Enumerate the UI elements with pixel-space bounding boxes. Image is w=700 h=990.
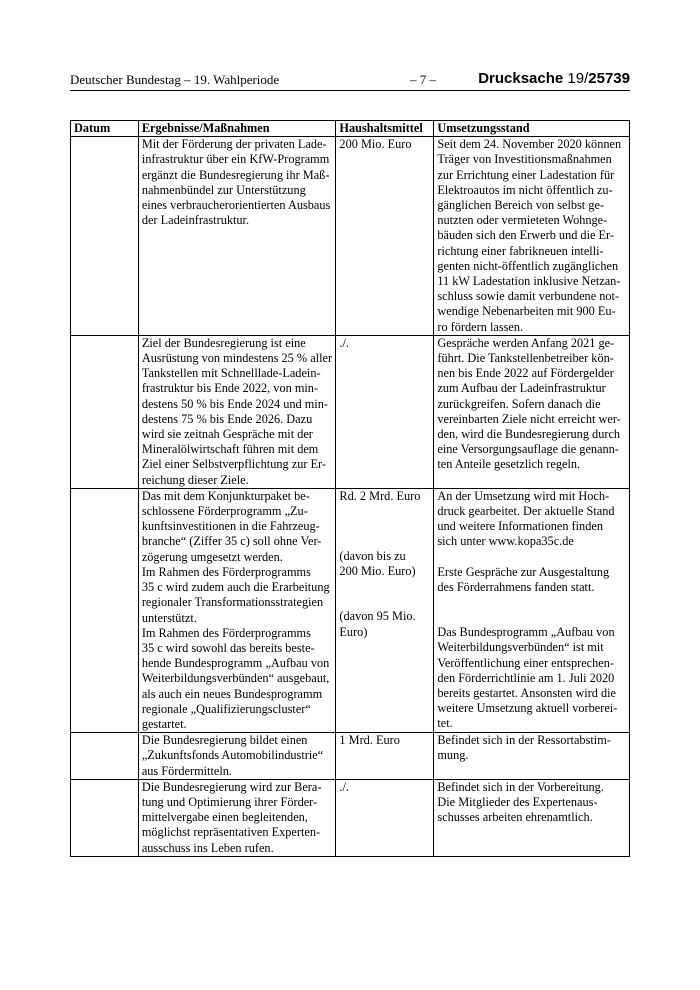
- text-line: Träger von Investitionsmaßnahmen: [437, 152, 612, 167]
- haushalt-block: [339, 549, 430, 579]
- text-line: branche“ (Ziffer 35 c) soll ohne Ver-: [141, 534, 322, 549]
- text-line: schluss sowie damit verbundene not-: [437, 289, 620, 304]
- text-line: 1 Mrd. Euro: [339, 733, 400, 748]
- text-line: regionale „Qualifizierungscluster“: [141, 701, 311, 716]
- text-line: weitere Umsetzung aktuell vorberei-: [437, 701, 618, 716]
- page-number: – 7 –: [410, 72, 436, 87]
- cell-haushalt: [336, 779, 434, 856]
- cell-stand: [434, 335, 630, 488]
- text-line: vereinbarten Ziele nicht erreicht wer-: [437, 411, 621, 426]
- ergebnisse-block: [142, 565, 333, 626]
- text-line: Weiterbildungsverbünden“ ist mit: [437, 640, 604, 655]
- text-line: richtung einer fabrikneuen intelli-: [437, 243, 604, 258]
- column-header-ergebnisse: Ergebnisse/Maßnahmen: [138, 121, 336, 137]
- text-line: 200 Mio. Euro): [339, 564, 416, 579]
- cell-stand: [434, 779, 630, 856]
- text-line: nahmenbündel zur Unterstützung: [141, 182, 306, 197]
- table-row: [71, 137, 630, 336]
- text-line: An der Umsetzung wird mit Hoch-: [437, 488, 610, 503]
- text-line: Befindet sich in der Vorbereitung.: [437, 779, 604, 794]
- text-line: 35 c wird sowohl das bereits beste-: [141, 640, 315, 655]
- text-line: schlossene Förderprogramm „Zu-: [141, 504, 308, 519]
- text-line: frastruktur bis Ende 2022, von min-: [141, 381, 319, 396]
- stand-block: [437, 565, 626, 595]
- column-header-umsetzungsstand: Umsetzungsstand: [434, 121, 630, 137]
- text-line: regionaler Transformationsstrategien: [141, 595, 324, 610]
- cell-stand: [434, 488, 630, 732]
- text-line: mung.: [437, 748, 469, 763]
- ergebnisse-block: [142, 489, 333, 565]
- text-line: aus Fördermitteln.: [141, 763, 232, 778]
- text-line: Im Rahmen des Förderprogramms: [141, 625, 311, 640]
- text-line: (davon bis zu: [339, 549, 406, 564]
- text-line: druck gearbeitet. Der aktuelle Stand: [437, 504, 615, 519]
- text-line: Die Bundesregierung bildet einen: [141, 733, 308, 748]
- text-line: ./.: [339, 779, 349, 794]
- stand-block: [437, 489, 626, 550]
- table-header-row: [71, 121, 630, 137]
- text-line: 11 kW Ladestation inklusive Netzan-: [437, 274, 621, 289]
- text-line: Das Bundesprogramm „Aufbau von: [437, 625, 615, 640]
- text-line: wird sie zeitnah Gespräche mit der: [141, 427, 313, 442]
- text-line: Veröffentlichung einer entsprechen-: [437, 655, 614, 670]
- text-line: Euro): [339, 624, 368, 639]
- ergebnisse-block: [142, 626, 333, 732]
- text-line: Tankstellen mit Schnelllade-Ladein-: [141, 366, 321, 381]
- text-line: der Ladeinfrastruktur.: [141, 213, 250, 228]
- text-line: bereits gestartet. Ansonsten wird die: [437, 685, 616, 700]
- text-line: hende Bundesprogramm „Aufbau von: [141, 656, 330, 671]
- text-line: Rd. 2 Mrd. Euro: [339, 488, 421, 503]
- text-line: 200 Mio. Euro: [339, 137, 412, 152]
- text-line: zurückgreifen. Sofern danach die: [437, 396, 601, 411]
- column-header-haushaltsmittel: Haushaltsmittel: [336, 121, 434, 137]
- text-line: ausschuss ins Leben rufen.: [141, 840, 274, 855]
- text-line: Seit dem 24. November 2020 können: [437, 137, 622, 152]
- cell-datum: [71, 779, 139, 856]
- document-number-id: 25739: [588, 70, 630, 87]
- text-line: gänglichen Bereich von selbst ge-: [437, 198, 604, 213]
- text-line: ten Anteile gesetzlich regeln.: [437, 457, 581, 472]
- text-line: sich unter www.kopa35c.de: [437, 534, 574, 549]
- text-line: bäuden sich den Erwerb und die Er-: [437, 228, 614, 243]
- cell-datum: [71, 137, 139, 336]
- text-line: den Förderrichtlinie am 1. Juli 2020: [437, 670, 615, 685]
- text-line: eines verbraucherorientierten Ausbaus: [141, 198, 331, 213]
- text-line: Ziel einer Selbstverpflichtung zur Er-: [141, 457, 326, 472]
- text-line: destens 75 % bis Ende 2026. Dazu: [141, 411, 313, 426]
- text-line: Im Rahmen des Förderprogramms: [141, 564, 311, 579]
- text-line: (davon 95 Mio.: [339, 609, 416, 624]
- table-row: [71, 335, 630, 488]
- text-line: destens 50 % bis Ende 2024 und min-: [141, 396, 328, 411]
- cell-ergebnisse: [138, 733, 336, 780]
- table-row: [71, 488, 630, 732]
- text-line: unterstützt.: [141, 610, 197, 625]
- text-line: schusses arbeiten ehrenamtlich.: [437, 810, 593, 825]
- text-line: Mineralölwirtschaft führen mit dem: [141, 442, 319, 457]
- text-line: mittelvergabe einen begleitenden,: [141, 810, 308, 825]
- text-line: Die Mitglieder des Expertenaus-: [437, 794, 598, 809]
- text-line: ./.: [339, 335, 349, 350]
- page-header: [70, 70, 630, 88]
- cell-haushalt: [336, 335, 434, 488]
- cell-haushalt: [336, 733, 434, 780]
- stand-block: [437, 625, 626, 731]
- text-line: ro fördern lassen.: [437, 319, 524, 334]
- cell-ergebnisse: [138, 335, 336, 488]
- text-line: 35 c wird zudem auch die Erarbeitung: [141, 580, 330, 595]
- text-line: führt. Die Tankstellenbetreiber kön-: [437, 351, 614, 366]
- text-line: Befindet sich in der Ressortabstim-: [437, 733, 611, 748]
- cell-stand: [434, 137, 630, 336]
- column-header-datum: Datum: [71, 121, 139, 137]
- text-line: zum Aufbau der Ladeinfrastruktur: [437, 381, 606, 396]
- text-line: und weitere Informationen finden: [437, 519, 603, 534]
- text-line: Die Bundesregierung wird zur Bera-: [141, 779, 322, 794]
- measures-table: [70, 120, 630, 857]
- cell-ergebnisse: [138, 488, 336, 732]
- text-line: tung und Optimierung ihrer Förder-: [141, 794, 318, 809]
- cell-datum: [71, 733, 139, 780]
- text-line: kunftsinvestitionen in die Fahrzeug-: [141, 519, 320, 534]
- text-line: Ziel der Bundesregierung ist eine: [141, 335, 306, 350]
- text-line: des Förderrahmens fanden statt.: [437, 579, 595, 594]
- cell-stand: [434, 733, 630, 780]
- cell-haushalt: [336, 488, 434, 732]
- text-line: Elektroautos im nicht öffentlich zu-: [437, 182, 613, 197]
- table-row: [71, 733, 630, 780]
- cell-ergebnisse: [138, 137, 336, 336]
- text-line: infrastruktur über ein KfW-Programm: [141, 152, 330, 167]
- header-rule: [70, 90, 630, 91]
- text-line: Ausrüstung von mindestens 25 % aller: [141, 351, 333, 366]
- text-line: Mit der Förderung der privaten Lade-: [141, 137, 327, 152]
- text-line: zögerung umgesetzt werden.: [141, 549, 283, 564]
- text-line: nen bis Ende 2022 auf Fördergelder: [437, 366, 614, 381]
- text-line: als auch ein neues Bundesprogramm: [141, 686, 323, 701]
- text-line: tet.: [437, 716, 453, 731]
- document-number: [478, 70, 630, 87]
- text-line: zur Errichtung einer Ladestation für: [437, 167, 615, 182]
- table-row: [71, 779, 630, 856]
- haushalt-block: [339, 489, 430, 504]
- cell-datum: [71, 488, 139, 732]
- text-line: gestartet.: [141, 716, 187, 731]
- cell-datum: [71, 335, 139, 488]
- cell-haushalt: [336, 137, 434, 336]
- text-line: nutzten oder vermieteten Wohnge-: [437, 213, 608, 228]
- text-line: Gespräche werden Anfang 2021 ge-: [437, 335, 615, 350]
- text-line: Erste Gespräche zur Ausgestaltung: [437, 564, 610, 579]
- haushalt-block: [339, 609, 430, 639]
- header-publication: Deutscher Bundestag – 19. Wahlperiode: [70, 72, 280, 87]
- text-line: eine Versorgungsauflage die genann-: [437, 442, 619, 457]
- text-line: wendige Nebenarbeiten mit 900 Eu-: [437, 304, 616, 319]
- text-line: Das mit dem Konjunkturpaket be-: [141, 488, 310, 503]
- cell-ergebnisse: [138, 779, 336, 856]
- text-line: den, wird die Bundesregierung durch: [437, 427, 621, 442]
- text-line: „Zukunftsfonds Automobilindustrie“: [141, 748, 324, 763]
- text-line: ergänzt die Bundesregierung ihr Maß-: [141, 167, 330, 182]
- document-number-label: Drucksache: [478, 70, 564, 87]
- text-line: Weiterbildungsverbünden“ ausgebaut,: [141, 671, 330, 686]
- document-number-prefix: 19/: [567, 70, 589, 87]
- text-line: reichung dieser Ziele.: [141, 472, 249, 487]
- text-line: möglichst repräsentativen Experten-: [141, 825, 321, 840]
- text-line: genten nicht-öffentlich zugänglichen: [437, 258, 619, 273]
